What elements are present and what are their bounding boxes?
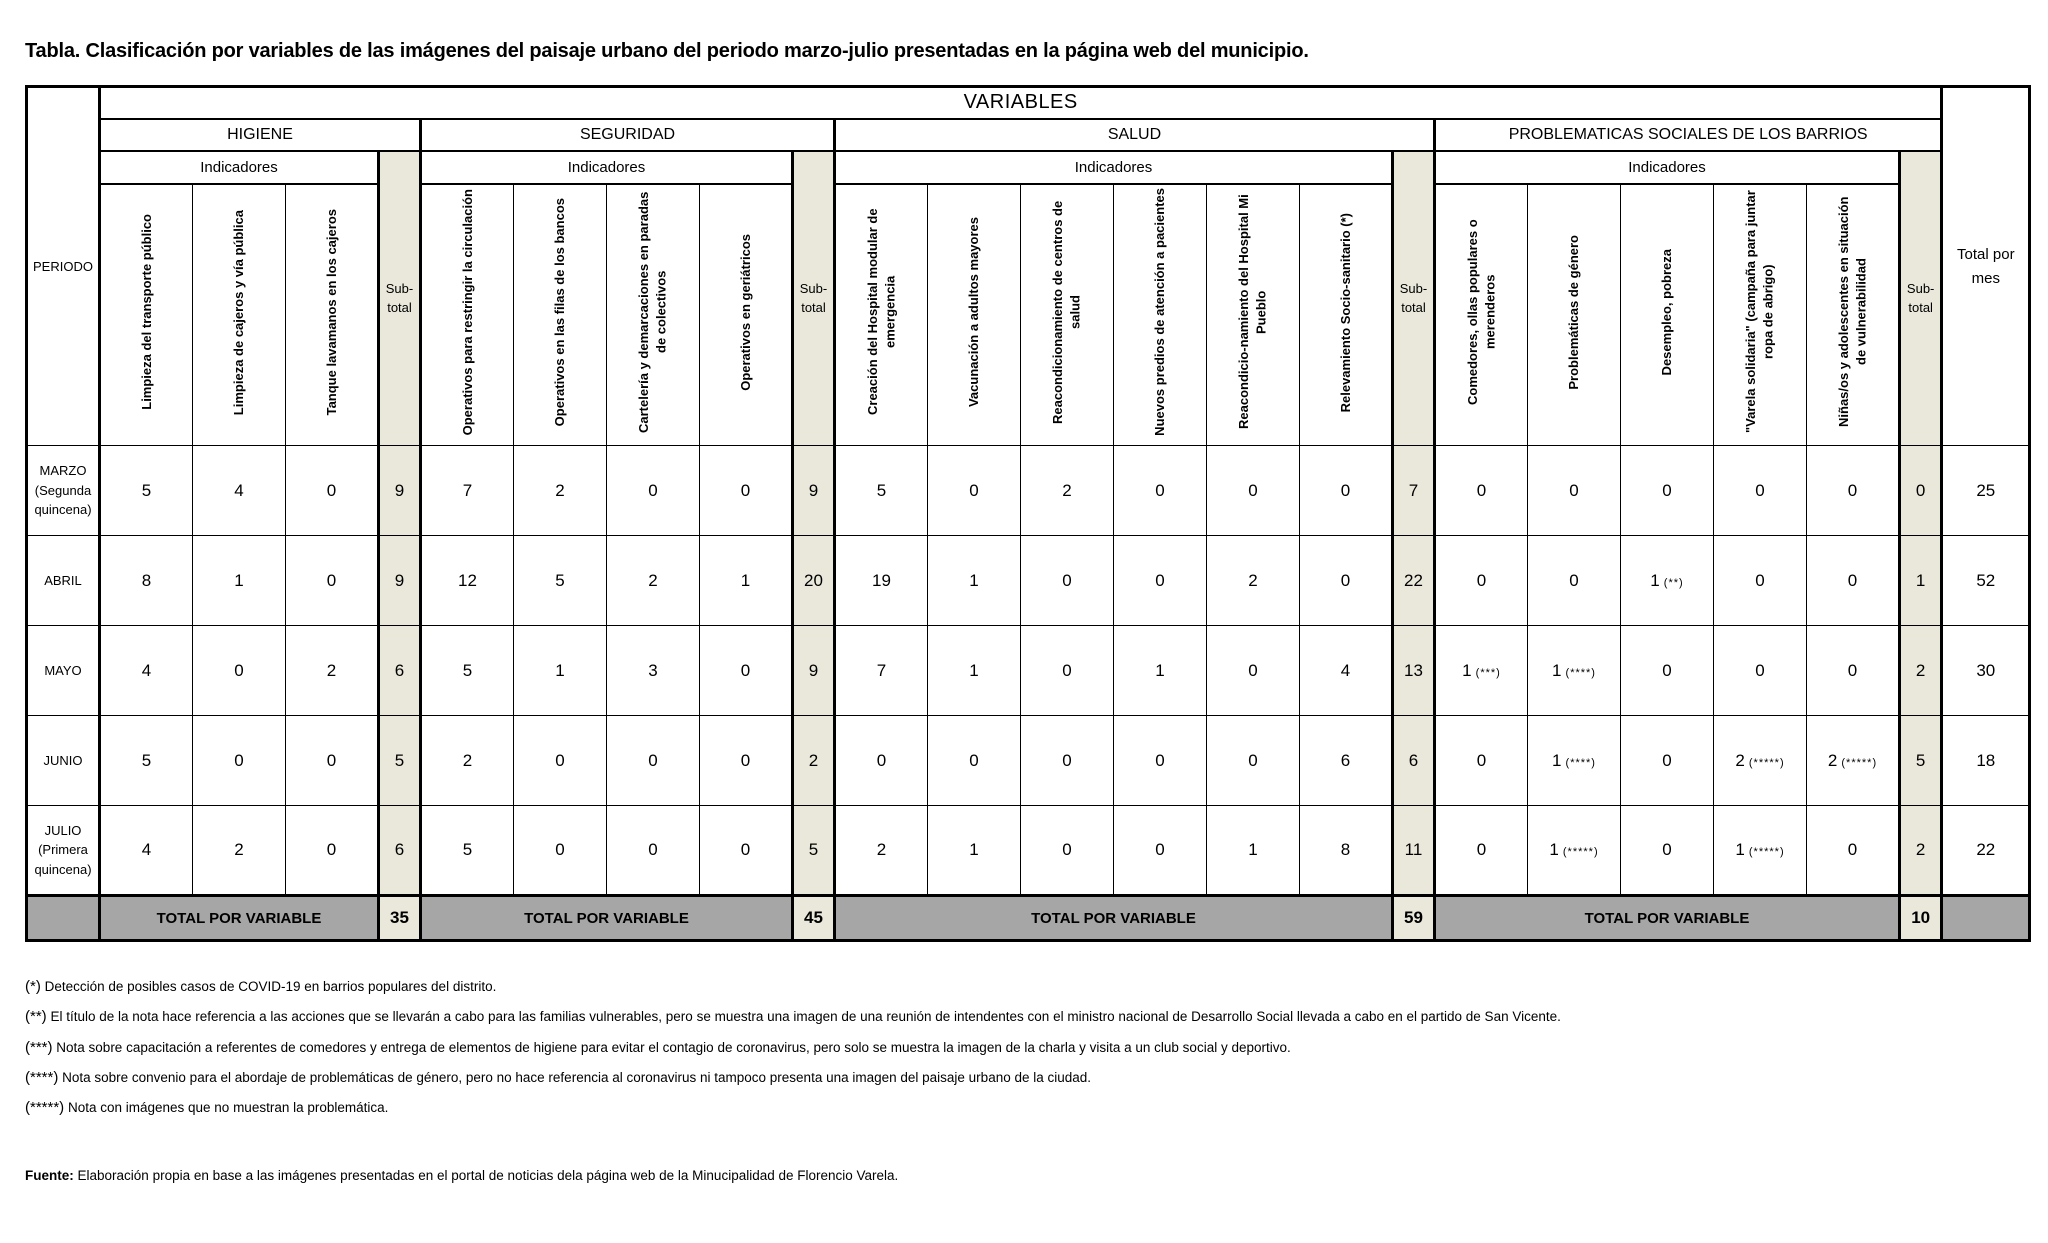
- footnote-marker: (*****): [25, 1099, 65, 1116]
- indicator-header-operativos-para-restringir-la-circulació: [421, 184, 514, 446]
- footnote-4: [25, 1069, 2028, 1086]
- value-cell: 0: [1207, 716, 1300, 806]
- subtotal-cell: 6: [1393, 716, 1435, 806]
- footnote-text: Nota sobre capacitación a referentes de comedores y entrega de elementos de higiene para evitar el contagio de coronavirus, pero solo se muestra la imagen de la charla y visita a un club social y deportivo.: [56, 1039, 1291, 1055]
- period-cell: MAYO: [27, 626, 100, 716]
- indicator-label: Nuevos predios de atención a pacientes: [1152, 188, 1168, 437]
- value-cell: 0: [1114, 806, 1207, 896]
- subtotal-cell: 9: [793, 446, 835, 536]
- indicator-label: Operativos para restringir la circulación: [459, 189, 475, 436]
- value-cell: 0: [286, 716, 379, 806]
- period-cell: ABRIL: [27, 536, 100, 626]
- value-cell: 0: [1807, 536, 1900, 626]
- source-line: [25, 1168, 2028, 1183]
- subtotal-cell: 6: [379, 626, 421, 716]
- subtotal-cell: 9: [379, 536, 421, 626]
- indicator-label: Niñas/os y adolescentes en situación de vulnerabilidad: [1835, 197, 1869, 428]
- value-cell: 1 (*****): [1528, 806, 1621, 896]
- value-cell: 0: [700, 716, 793, 806]
- footnote-ref: (*****): [1558, 846, 1599, 858]
- footnote-marker: (*): [25, 978, 41, 995]
- indicator-header-limpieza-de-cajeros-y-vía-pública: [193, 184, 286, 446]
- value-cell: 0: [1021, 716, 1114, 806]
- indicator-label: Limpieza del transporte público: [138, 214, 154, 411]
- value-cell: 0: [1621, 626, 1714, 716]
- value-cell: 0: [1528, 446, 1621, 536]
- subtotal-cell: 1: [1900, 536, 1942, 626]
- value-cell: 0: [928, 716, 1021, 806]
- footnote-marker: (****): [25, 1068, 59, 1086]
- value-cell: 0: [193, 716, 286, 806]
- indicators-header: Indicadores: [100, 151, 379, 184]
- total-row-label: TOTAL POR VARIABLE: [835, 896, 1393, 941]
- indicator-label: Problemáticas de género: [1566, 234, 1582, 390]
- value-cell: 0: [1435, 716, 1528, 806]
- subtotal-cell: 20: [793, 536, 835, 626]
- indicator-header-desempleo-pobreza: [1621, 184, 1714, 446]
- value-cell: 5: [835, 446, 928, 536]
- value-cell: 4: [1300, 626, 1393, 716]
- subtotal-cell: 2: [1900, 806, 1942, 896]
- total-per-month-header: Total por mes: [1942, 87, 2030, 446]
- value-cell: 0: [1021, 806, 1114, 896]
- value-cell: 0: [1435, 446, 1528, 536]
- value-cell: 0: [286, 536, 379, 626]
- value-cell: 0: [286, 806, 379, 896]
- value-cell: 4: [100, 626, 193, 716]
- header-row-indicator-labels: [27, 184, 2030, 446]
- value-cell: 1: [928, 806, 1021, 896]
- indicator-label: Creación del Hospital modular de emergencia: [864, 208, 898, 416]
- period-column-header: PERIODO: [27, 87, 100, 446]
- value-cell: 2: [193, 806, 286, 896]
- value-cell: 2: [514, 446, 607, 536]
- indicator-label: Limpieza de cajeros y vía pública: [231, 209, 247, 415]
- value-cell: 0: [1300, 536, 1393, 626]
- total-row-label: TOTAL POR VARIABLE: [1435, 896, 1900, 941]
- group-header-seguridad: SEGURIDAD: [421, 119, 835, 151]
- value-cell: 2: [1207, 536, 1300, 626]
- footnote-2: [25, 1008, 2028, 1025]
- value-cell: 5: [421, 806, 514, 896]
- indicator-header-reacondicio-namiento-del-hospital-mi-pue: [1207, 184, 1300, 446]
- indicator-header-cartelería-y-demarcaciones-en-paradas-de: [607, 184, 700, 446]
- table-row-junio: [27, 716, 2030, 806]
- source-text: Elaboración propia en base a las imágenes presentadas en el portal de noticias dela página web de la Minucipalidad de Florencio Varela.: [77, 1168, 899, 1184]
- footnote-ref: (**): [1659, 576, 1684, 589]
- subtotal-cell: 11: [1393, 806, 1435, 896]
- variables-header: VARIABLES: [100, 87, 1942, 119]
- value-cell: 0: [1621, 806, 1714, 896]
- total-row-value: 45: [793, 896, 835, 941]
- value-cell: 0: [700, 446, 793, 536]
- value-cell: 7: [421, 446, 514, 536]
- value-cell: 0: [514, 806, 607, 896]
- indicator-header-operativos-en-geriátricos: [700, 184, 793, 446]
- footnote-ref: (*****): [1744, 846, 1785, 858]
- value-cell: 5: [100, 446, 193, 536]
- indicator-label: Reacondicionamiento de centros de salud: [1050, 200, 1083, 424]
- period-cell: JULIO (Primera quincena): [27, 806, 100, 896]
- indicator-header-niñas-os-y-adolescentes-en-situación-de-: [1807, 184, 1900, 446]
- indicators-header: Indicadores: [835, 151, 1393, 184]
- value-cell: 5: [421, 626, 514, 716]
- indicator-label: Tanque lavamanos en los cajeros: [323, 209, 339, 416]
- header-row-variables: [27, 87, 2030, 119]
- indicator-label: "Varela solidaria" (campaña para juntar ropa de abrigo): [1743, 190, 1776, 434]
- group-header-problematicas-sociales-de-los-barrios: PROBLEMATICAS SOCIALES DE LOS BARRIOS: [1435, 119, 1942, 151]
- table-row-marzo-segunda-quince: [27, 446, 2030, 536]
- indicator-label: Comedores, ollas populares o merenderos: [1464, 219, 1498, 406]
- table-row-julio-primera-quince: [27, 806, 2030, 896]
- value-cell: 0: [1114, 716, 1207, 806]
- footnote-3: [25, 1039, 2028, 1056]
- footnote-ref: (****): [1561, 666, 1596, 679]
- footnote-1: [25, 978, 2028, 995]
- value-cell: 4: [100, 806, 193, 896]
- value-cell: 0: [1207, 446, 1300, 536]
- total-row-label: TOTAL POR VARIABLE: [421, 896, 793, 941]
- subtotal-cell: 9: [793, 626, 835, 716]
- indicator-label: Relevamiento Socio-sanitario (*): [1337, 212, 1353, 412]
- value-cell: 0: [1528, 536, 1621, 626]
- value-cell: 5: [514, 536, 607, 626]
- indicator-header-comedores-ollas-populares-o-merenderos: [1435, 184, 1528, 446]
- value-cell: 0: [835, 716, 928, 806]
- group-header-salud: SALUD: [835, 119, 1435, 151]
- subtotal-cell: 9: [379, 446, 421, 536]
- footnote-ref: (*****): [1837, 756, 1878, 769]
- value-cell: 7: [835, 626, 928, 716]
- value-cell: 1: [193, 536, 286, 626]
- value-cell: 3: [607, 626, 700, 716]
- value-cell: 0: [700, 626, 793, 716]
- value-cell: 12: [421, 536, 514, 626]
- value-cell: 1: [514, 626, 607, 716]
- value-cell: 0: [1807, 446, 1900, 536]
- month-total-cell: 30: [1942, 626, 2030, 716]
- month-total-cell: 52: [1942, 536, 2030, 626]
- value-cell: 0: [1021, 626, 1114, 716]
- subtotal-cell: 7: [1393, 446, 1435, 536]
- indicator-label: Cartelería y demarcaciones en paradas de colectivos: [636, 191, 669, 433]
- indicator-label: Vacunación a adultos mayores: [966, 217, 982, 408]
- total-row-value: 35: [379, 896, 421, 941]
- value-cell: 0: [514, 716, 607, 806]
- value-cell: 2: [286, 626, 379, 716]
- total-row: [27, 896, 2030, 941]
- total-row-value: 59: [1393, 896, 1435, 941]
- value-cell: 0: [1021, 536, 1114, 626]
- total-row-corner: [27, 896, 100, 941]
- indicator-label: Reacondicio-namiento del Hospital Mi Pueblo: [1236, 194, 1269, 430]
- subtotal-header: Sub-total: [379, 151, 421, 446]
- month-total-cell: 18: [1942, 716, 2030, 806]
- header-row-groups: [27, 119, 2030, 151]
- value-cell: 0: [1435, 536, 1528, 626]
- value-cell: 2: [1021, 446, 1114, 536]
- indicator-header-varela-solidaria-campaña-para-juntar-rop: [1714, 184, 1807, 446]
- subtotal-cell: 5: [1900, 716, 1942, 806]
- subtotal-cell: 5: [793, 806, 835, 896]
- footnote-5: [25, 1099, 2028, 1116]
- indicator-label: Operativos en las filas de los bancos: [552, 198, 568, 427]
- subtotal-cell: 5: [379, 716, 421, 806]
- value-cell: 0: [1114, 536, 1207, 626]
- value-cell: 0: [607, 806, 700, 896]
- value-cell: 0: [1807, 806, 1900, 896]
- table-title: Tabla. Clasificación por variables de las imágenes del paisaje urbano del periodo marzo-julio presentadas en la página web del municipio.: [25, 40, 1309, 62]
- value-cell: 1 (****): [1528, 716, 1621, 806]
- indicator-header-nuevos-predios-de-atención-a-pacientes: [1114, 184, 1207, 446]
- indicator-label: Desempleo, pobreza: [1659, 249, 1675, 376]
- value-cell: 0: [286, 446, 379, 536]
- footnote-text: El título de la nota hace referencia a las acciones que se llevarán a cabo para las familias vulnerables, pero se muestra una imagen de una reunión de intendentes con el ministro nacional de Desarrollo Social llevada a cabo en el partido de San Vicente.: [50, 1009, 1561, 1025]
- total-row-value: 10: [1900, 896, 1942, 941]
- group-header-higiene: HIGIENE: [100, 119, 421, 151]
- subtotal-cell: 2: [1900, 626, 1942, 716]
- value-cell: 1 (**): [1621, 536, 1714, 626]
- value-cell: 1 (****): [1528, 626, 1621, 716]
- table-row-mayo: [27, 626, 2030, 716]
- value-cell: 0: [1435, 806, 1528, 896]
- value-cell: 1 (*****): [1714, 806, 1807, 896]
- indicator-label: Operativos en geriátricos: [737, 233, 753, 391]
- value-cell: 19: [835, 536, 928, 626]
- footnote-text: Nota con imágenes que no muestran la problemática.: [67, 1100, 389, 1115]
- indicators-header: Indicadores: [421, 151, 793, 184]
- value-cell: 5: [100, 716, 193, 806]
- value-cell: 0: [193, 626, 286, 716]
- classification-table: [25, 85, 2031, 942]
- period-cell: JUNIO: [27, 716, 100, 806]
- value-cell: 6: [1300, 716, 1393, 806]
- value-cell: 0: [928, 446, 1021, 536]
- subtotal-header: Sub-total: [793, 151, 835, 446]
- value-cell: 0: [607, 446, 700, 536]
- footnote-ref: (****): [1561, 756, 1596, 769]
- footnote-ref: (***): [1471, 666, 1501, 679]
- value-cell: 0: [1714, 626, 1807, 716]
- value-cell: 1: [928, 626, 1021, 716]
- value-cell: 1: [700, 536, 793, 626]
- indicator-header-tanque-lavamanos-en-los-cajeros: [286, 184, 379, 446]
- month-total-cell: 22: [1942, 806, 2030, 896]
- subtotal-header: Sub-total: [1393, 151, 1435, 446]
- indicator-header-relevamiento-socio-sanitario: [1300, 184, 1393, 446]
- indicator-header-limpieza-del-transporte-público: [100, 184, 193, 446]
- value-cell: 2: [421, 716, 514, 806]
- value-cell: 8: [100, 536, 193, 626]
- value-cell: 0: [1714, 536, 1807, 626]
- value-cell: 0: [1207, 626, 1300, 716]
- value-cell: 0: [700, 806, 793, 896]
- value-cell: 8: [1300, 806, 1393, 896]
- value-cell: 0: [1300, 446, 1393, 536]
- footnote-text: Detección de posibles casos de COVID-19 en barrios populares del distrito.: [44, 979, 497, 994]
- value-cell: 1: [1207, 806, 1300, 896]
- subtotal-cell: 13: [1393, 626, 1435, 716]
- month-total-cell: 25: [1942, 446, 2030, 536]
- value-cell: 0: [1714, 446, 1807, 536]
- source-label: Fuente:: [25, 1168, 74, 1184]
- subtotal-cell: 22: [1393, 536, 1435, 626]
- value-cell: 0: [607, 716, 700, 806]
- value-cell: 0: [1621, 716, 1714, 806]
- value-cell: 2 (*****): [1807, 716, 1900, 806]
- subtotal-cell: 2: [793, 716, 835, 806]
- subtotal-cell: 0: [1900, 446, 1942, 536]
- footnote-ref: (*****): [1744, 756, 1785, 769]
- footnote-marker: (***): [25, 1038, 53, 1056]
- indicator-header-operativos-en-las-filas-de-los-bancos: [514, 184, 607, 446]
- footnote-text: Nota sobre convenio para el abordaje de problemáticas de género, pero no hace referencia al coronavirus ni tampoco presenta una imagen del paisaje urbano de la ciudad.: [62, 1069, 1092, 1085]
- footnote-marker: (**): [25, 1008, 47, 1026]
- indicators-header: Indicadores: [1435, 151, 1900, 184]
- subtotal-cell: 6: [379, 806, 421, 896]
- table-row-abril: [27, 536, 2030, 626]
- period-cell: MARZO (Segunda quincena): [27, 446, 100, 536]
- subtotal-header: Sub-total: [1900, 151, 1942, 446]
- value-cell: 1 (***): [1435, 626, 1528, 716]
- indicator-header-creación-del-hospital-modular-de-emergen: [835, 184, 928, 446]
- indicator-header-problemáticas-de-género: [1528, 184, 1621, 446]
- footnotes: [25, 978, 2028, 1116]
- value-cell: 1: [1114, 626, 1207, 716]
- value-cell: 4: [193, 446, 286, 536]
- total-row-end: [1942, 896, 2030, 941]
- total-row-label: TOTAL POR VARIABLE: [100, 896, 379, 941]
- value-cell: 0: [1114, 446, 1207, 536]
- value-cell: 0: [1621, 446, 1714, 536]
- indicator-header-reacondicionamiento-de-centros-de-salud: [1021, 184, 1114, 446]
- value-cell: 1: [928, 536, 1021, 626]
- header-row-indicators: [27, 151, 2030, 184]
- value-cell: 2: [607, 536, 700, 626]
- value-cell: 2 (*****): [1714, 716, 1807, 806]
- value-cell: 0: [1807, 626, 1900, 716]
- value-cell: 2: [835, 806, 928, 896]
- indicator-header-vacunación-a-adultos-mayores: [928, 184, 1021, 446]
